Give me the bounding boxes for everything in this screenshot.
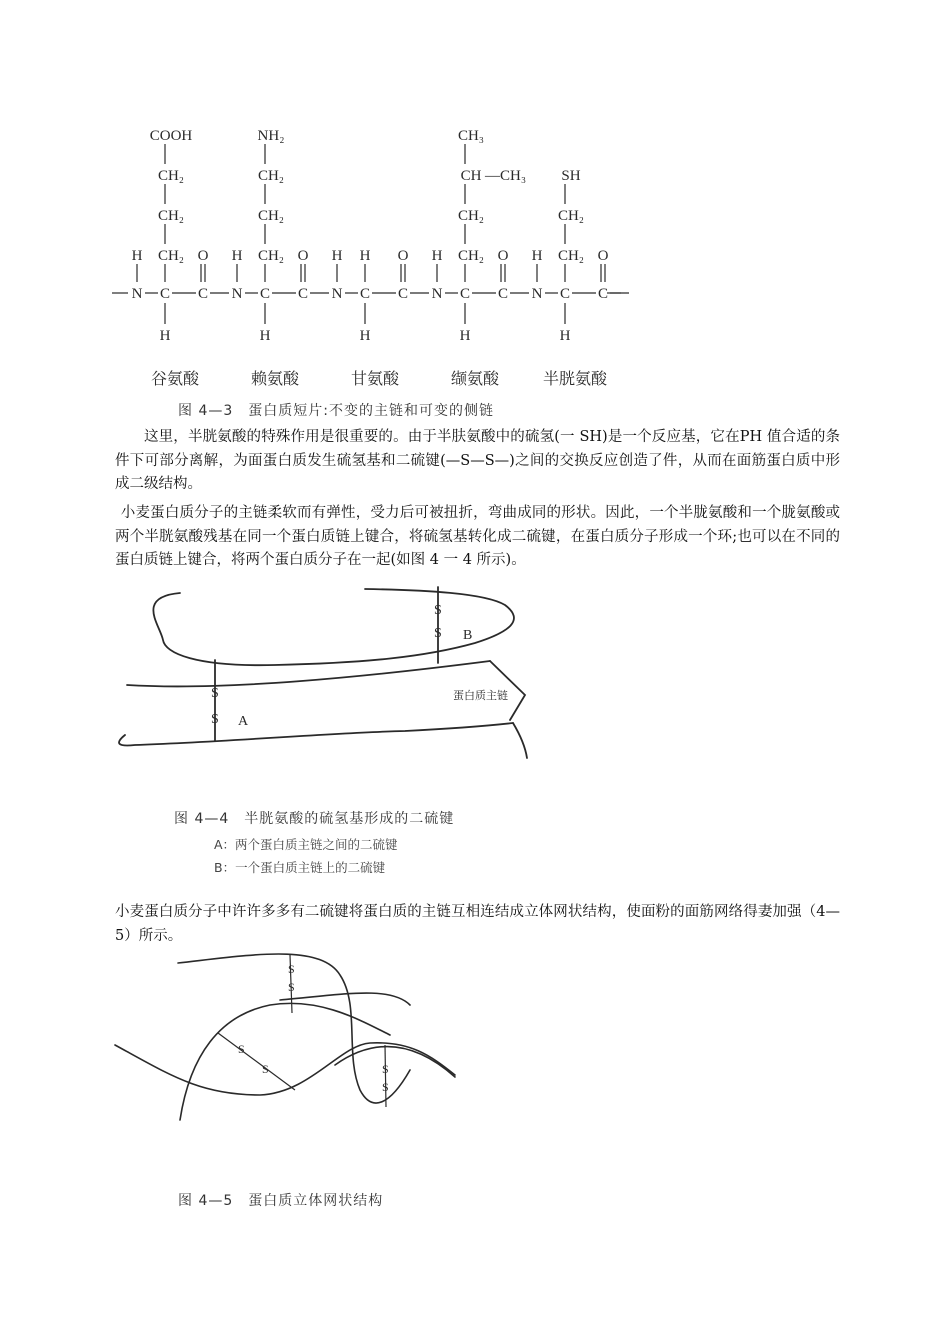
backbone-n: N [231,286,243,302]
alpha-h: H [159,328,171,344]
amide-h: H [331,248,343,264]
carbonyl-carbon: C [497,286,509,302]
carbonyl-carbon: C [297,286,309,302]
carbonyl-o: O [297,248,309,264]
alpha-h: H [459,328,471,344]
alpha-carbon: C [259,286,271,302]
amide-h: H [431,248,443,264]
chain-2 [115,1043,455,1095]
carbonyl-carbon: C [397,286,409,302]
alpha-carbon: C [159,286,171,302]
backbone-n: N [331,286,343,302]
alpha-carbon: C [559,286,571,302]
carbonyl-o: O [597,248,609,264]
side-chain-group: CH₃ [457,128,485,144]
amino-acid-label: 半胱氨酸 [542,371,608,388]
s-2b: S [262,1062,269,1076]
s-a1: S [211,686,219,701]
alpha-carbon: C [359,286,371,302]
glycine-h: H [359,248,371,264]
alpha-carbon: C [459,286,471,302]
amide-h: H [531,248,543,264]
figure-4-5-caption: 图 4—5 蛋白质立体网状结构 [178,1193,384,1209]
side-chain-group: CH₂ [557,208,585,224]
s-a2: S [211,712,219,727]
amino-acid-label: 赖氨酸 [250,371,300,388]
main-chain-a-bottom [119,723,513,746]
side-chain-group: CH₂ [257,248,285,264]
alpha-h: H [259,328,271,344]
side-chain-group: CH₂ [157,208,185,224]
s-3a: S [382,1062,389,1076]
side-chain-group: CH₂ [457,208,485,224]
side-chain-group: COOH [149,128,193,144]
s-b2: S [434,626,442,641]
amide-h: H [231,248,243,264]
ch3-branch: —CH₃ [485,168,527,184]
paragraph-network: 小麦蛋白质分子中许许多多有二硫键将蛋白质的主链互相连结成立体网状结构，使面粉的面筋网络得妻加强（4—5）所示。 [115,904,840,944]
amide-h: H [131,248,143,264]
loop-chain-b [153,589,514,665]
tail-end [513,723,527,758]
paragraph-cysteine: 这里，半胱氨酸的特殊作用是很重要的。由于半肤氨酸中的硫氢(一 SH)是一个反应基，它在PH 值合适的条件下可部分离解，为面蛋白质发生硫氢基和二硫键(—S—S—)之间的交换反应创造了件，从而在面筋蛋白质中形成二级结构。 [115,429,840,492]
figure-4-3-caption: 图 4—3 蛋白质短片:不变的主链和可变的侧链 [178,403,494,419]
carbonyl-o: O [197,248,209,264]
s-2a: S [238,1042,245,1056]
side-chain-group: CH₂ [157,248,185,264]
bond-3 [385,1045,386,1107]
disulfide-bond-figure [105,585,545,775]
amino-acid-label: 缬氨酸 [450,371,500,388]
amino-acid-label: 谷氨酸 [150,371,200,388]
carbonyl-carbon: C [597,286,609,302]
figure-4-4-note-b: B：一个蛋白质主链上的二硫键 [214,860,386,875]
side-chain-group: CH [460,168,482,184]
side-chain-group: NH₂ [257,128,285,144]
side-chain-group: CH₂ [157,168,185,184]
chain-1 [178,954,410,1103]
label-b: B [463,628,473,643]
carbonyl-o: O [497,248,509,264]
backbone-n: N [131,286,143,302]
s-3b: S [382,1080,389,1094]
protein-fragment-figure [100,112,630,402]
s-1b: S [288,980,295,994]
side-chain-group: SH [561,168,581,184]
amino-acid-label: 甘氨酸 [350,371,400,388]
label-a: A [238,714,249,729]
s-b1: S [434,603,442,618]
side-chain-group: CH₂ [257,208,285,224]
alpha-h: H [359,328,371,344]
protein-network-figure [110,945,470,1125]
side-chain-group: CH₂ [257,168,285,184]
backbone-n: N [431,286,443,302]
paragraph-disulfide: 小麦蛋白质分子的主链柔软而有弹性，受力后可被扭折，弯曲成同的形状。因此，一个半胧氨酸和一个胧氨酸或两个半胱氨酸残基在同一个蛋白质链上键合，将硫氢基转化成二硫键，在蛋白质分子形成一个环;也可以在不同的蛋白质链上键合，将两个蛋白质分子在一起(如图 4 一 4 所示)。 [115,505,840,568]
chain-label: 蛋白质主链 [453,689,508,702]
backbone-n: N [531,286,543,302]
side-chain-group: CH₂ [457,248,485,264]
figure-4-4-caption: 图 4—4 半胱氨酸的硫氢基形成的二硫键 [174,811,455,827]
alpha-h: H [559,328,571,344]
carbonyl-carbon: C [197,286,209,302]
chain-3 [180,1003,390,1120]
figure-4-4-note-a: A：两个蛋白质主链之间的二硫键 [214,837,398,852]
s-1a: S [288,962,295,976]
side-chain-group: CH₂ [557,248,585,264]
carbonyl-o: O [397,248,409,264]
bond-2 [218,1033,295,1090]
